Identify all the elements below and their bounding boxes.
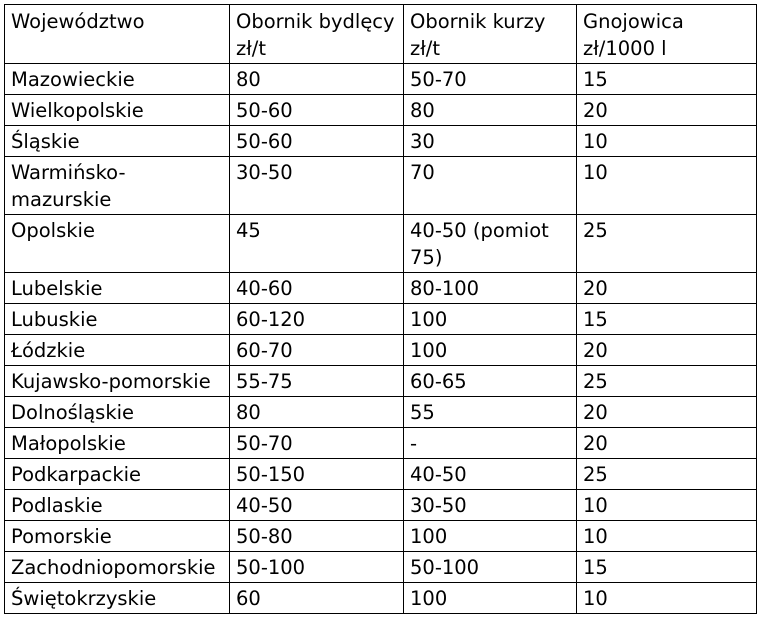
cell-cattle-manure: 50-70 xyxy=(230,428,404,459)
cell-slurry: 10 xyxy=(577,490,757,521)
cell-slurry: 20 xyxy=(577,428,757,459)
cell-chicken-manure: 70 xyxy=(404,157,577,215)
table-row xyxy=(5,64,757,95)
cell-slurry: 25 xyxy=(577,459,757,490)
cell-voivodeship: Lubelskie xyxy=(5,273,230,304)
cell-cattle-manure: 80 xyxy=(230,397,404,428)
cell-voivodeship: Świętokrzyskie xyxy=(5,583,230,614)
cell-slurry: 15 xyxy=(577,552,757,583)
header-slurry: Gnojowica zł/1000 l xyxy=(577,5,757,64)
cell-chicken-manure: 50-70 xyxy=(404,64,577,95)
cell-slurry: 10 xyxy=(577,521,757,552)
cell-slurry: 20 xyxy=(577,335,757,366)
cell-cattle-manure: 60-120 xyxy=(230,304,404,335)
cell-slurry: 20 xyxy=(577,397,757,428)
table-row xyxy=(5,397,757,428)
cell-chicken-manure: 100 xyxy=(404,583,577,614)
cell-cattle-manure: 40-50 xyxy=(230,490,404,521)
cell-voivodeship: Mazowieckie xyxy=(5,64,230,95)
cell-slurry: 25 xyxy=(577,215,757,273)
table-row xyxy=(5,273,757,304)
cell-cattle-manure: 40-60 xyxy=(230,273,404,304)
cell-voivodeship: Lubuskie xyxy=(5,304,230,335)
cell-chicken-manure: 80-100 xyxy=(404,273,577,304)
table-body xyxy=(5,64,757,614)
table-row xyxy=(5,366,757,397)
cell-cattle-manure: 50-60 xyxy=(230,126,404,157)
manure-price-table xyxy=(4,4,757,614)
cell-cattle-manure: 60 xyxy=(230,583,404,614)
cell-cattle-manure: 45 xyxy=(230,215,404,273)
cell-chicken-manure: 40-50 (pomiot 75) xyxy=(404,215,577,273)
table-row xyxy=(5,157,757,215)
table-header xyxy=(5,5,757,64)
cell-chicken-manure: 60-65 xyxy=(404,366,577,397)
table-row xyxy=(5,459,757,490)
table-row xyxy=(5,215,757,273)
cell-chicken-manure: - xyxy=(404,428,577,459)
cell-cattle-manure: 50-100 xyxy=(230,552,404,583)
header-cattle-manure: Obornik bydlęcy zł/t xyxy=(230,5,404,64)
cell-cattle-manure: 60-70 xyxy=(230,335,404,366)
table-row xyxy=(5,304,757,335)
cell-voivodeship: Śląskie xyxy=(5,126,230,157)
cell-chicken-manure: 50-100 xyxy=(404,552,577,583)
cell-slurry: 15 xyxy=(577,64,757,95)
table-row xyxy=(5,552,757,583)
cell-voivodeship: Podkarpackie xyxy=(5,459,230,490)
cell-cattle-manure: 80 xyxy=(230,64,404,95)
cell-slurry: 25 xyxy=(577,366,757,397)
table-row xyxy=(5,335,757,366)
cell-slurry: 20 xyxy=(577,273,757,304)
cell-chicken-manure: 100 xyxy=(404,304,577,335)
cell-voivodeship: Pomorskie xyxy=(5,521,230,552)
table-row xyxy=(5,95,757,126)
cell-chicken-manure: 30-50 xyxy=(404,490,577,521)
cell-cattle-manure: 55-75 xyxy=(230,366,404,397)
header-voivodeship: Województwo xyxy=(5,5,230,64)
cell-chicken-manure: 100 xyxy=(404,335,577,366)
cell-voivodeship: Wielkopolskie xyxy=(5,95,230,126)
cell-cattle-manure: 50-60 xyxy=(230,95,404,126)
cell-chicken-manure: 55 xyxy=(404,397,577,428)
cell-voivodeship: Małopolskie xyxy=(5,428,230,459)
cell-chicken-manure: 40-50 xyxy=(404,459,577,490)
cell-chicken-manure: 80 xyxy=(404,95,577,126)
cell-voivodeship: Podlaskie xyxy=(5,490,230,521)
cell-voivodeship: Zachodniopomorskie xyxy=(5,552,230,583)
table-row xyxy=(5,521,757,552)
table-row xyxy=(5,490,757,521)
header-chicken-manure: Obornik kurzy zł/t xyxy=(404,5,577,64)
header-row xyxy=(5,5,757,64)
cell-chicken-manure: 30 xyxy=(404,126,577,157)
cell-slurry: 10 xyxy=(577,157,757,215)
cell-voivodeship: Opolskie xyxy=(5,215,230,273)
cell-slurry: 15 xyxy=(577,304,757,335)
table-row xyxy=(5,583,757,614)
cell-voivodeship: Warmińsko-mazurskie xyxy=(5,157,230,215)
cell-voivodeship: Dolnośląskie xyxy=(5,397,230,428)
table-row xyxy=(5,428,757,459)
cell-slurry: 10 xyxy=(577,126,757,157)
cell-cattle-manure: 50-150 xyxy=(230,459,404,490)
cell-chicken-manure: 100 xyxy=(404,521,577,552)
table-row xyxy=(5,126,757,157)
cell-slurry: 10 xyxy=(577,583,757,614)
cell-voivodeship: Łódzkie xyxy=(5,335,230,366)
cell-slurry: 20 xyxy=(577,95,757,126)
cell-cattle-manure: 50-80 xyxy=(230,521,404,552)
cell-voivodeship: Kujawsko-pomorskie xyxy=(5,366,230,397)
cell-cattle-manure: 30-50 xyxy=(230,157,404,215)
